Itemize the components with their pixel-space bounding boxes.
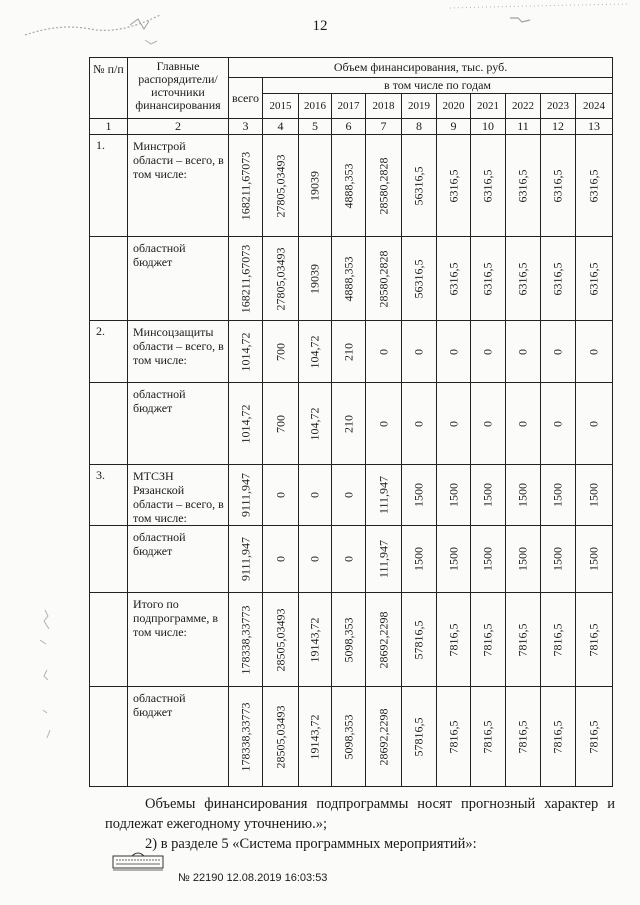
row-year-value: 57816,5 [411, 717, 426, 756]
column-number: 10 [471, 119, 506, 135]
row-year-value: 28505,03493 [273, 608, 287, 671]
row-year-value: 700 [273, 342, 287, 361]
row-year-value: 0 [376, 420, 390, 427]
row-number: 3. [90, 465, 128, 526]
row-year-value: 210 [341, 342, 355, 361]
column-number: 11 [506, 119, 541, 135]
row-year-value: 1500 [446, 547, 460, 571]
row-name: областной бюджет [128, 237, 229, 321]
row-year-value: 4888,353 [341, 256, 355, 301]
row-year-value: 7816,5 [515, 720, 530, 753]
row-year-value: 1500 [446, 483, 460, 507]
row-year-value: 1500 [411, 483, 426, 507]
row-year-value: 0 [376, 348, 390, 355]
row-year-value: 19143,72 [307, 617, 322, 662]
row-year-value: 28580,2828 [376, 250, 390, 307]
row-total: 178338,33773 [238, 605, 252, 674]
header-year: 2021 [471, 94, 506, 119]
header-volume: Объем финансирования, тыс. руб. [229, 58, 613, 78]
row-number [90, 593, 128, 687]
header-by-years: в том числе по годам [263, 78, 613, 94]
row-year-value: 5098,353 [341, 714, 355, 759]
row-year-value: 0 [515, 420, 530, 427]
row-year-value: 104,72 [307, 335, 322, 368]
header-year: 2023 [541, 94, 576, 119]
row-year-value: 28692,2298 [376, 708, 390, 765]
header-year: 2016 [299, 94, 332, 119]
row-year-value: 1500 [515, 547, 530, 571]
table-row [90, 383, 613, 465]
row-year-value: 0 [515, 348, 530, 355]
row-total: 9111,947 [238, 472, 252, 518]
row-year-value: 0 [273, 492, 287, 498]
row-name: областной бюджет [128, 383, 229, 465]
row-total: 1014,72 [238, 332, 252, 371]
row-year-value: 27805,03493 [273, 154, 287, 217]
header-year: 2017 [332, 94, 366, 119]
row-year-value: 1500 [480, 547, 495, 571]
row-year-value: 28505,03493 [273, 705, 287, 768]
row-year-value: 0 [411, 348, 426, 355]
column-number: 3 [229, 119, 263, 135]
row-year-value: 0 [550, 420, 565, 427]
scan-noise-left-margin [25, 600, 65, 750]
row-year-value: 7816,5 [586, 623, 601, 656]
row-year-value: 0 [446, 348, 460, 355]
row-name: областной бюджет [128, 526, 229, 593]
row-year-value: 0 [550, 348, 565, 355]
row-year-value: 56316,5 [411, 166, 426, 205]
header-year: 2019 [402, 94, 437, 119]
row-year-value: 6316,5 [550, 262, 565, 295]
header-year: 2018 [366, 94, 402, 119]
row-year-value: 0 [586, 420, 601, 427]
row-year-value: 7816,5 [446, 720, 460, 753]
row-year-value: 700 [273, 414, 287, 433]
row-year-value: 0 [341, 556, 355, 562]
row-number [90, 687, 128, 787]
header-year: 2015 [263, 94, 299, 119]
row-year-value: 7816,5 [586, 720, 601, 753]
column-number: 12 [541, 119, 576, 135]
footer-item: 2) в разделе 5 «Система программных мероприятий»: [145, 836, 477, 852]
row-total: 168211,67073 [238, 151, 252, 220]
row-year-value: 0 [586, 348, 601, 355]
row-year-value: 1500 [586, 483, 601, 507]
row-year-value: 6316,5 [515, 169, 530, 202]
row-year-value: 7816,5 [480, 623, 495, 656]
row-number [90, 237, 128, 321]
row-year-value: 1500 [411, 547, 426, 571]
row-number: 2. [90, 321, 128, 383]
header-total: всего [229, 78, 263, 119]
row-total: 9111,947 [238, 536, 252, 582]
row-year-value: 7816,5 [446, 623, 460, 656]
row-year-value: 104,72 [307, 407, 322, 440]
row-year-value: 0 [480, 348, 495, 355]
print-stamp-icon [112, 850, 164, 872]
row-name: областной бюджет [128, 687, 229, 787]
financing-table [89, 57, 613, 787]
table-row [90, 687, 613, 787]
row-year-value: 1500 [480, 483, 495, 507]
row-year-value: 6316,5 [550, 169, 565, 202]
row-year-value: 0 [446, 420, 460, 427]
row-year-value: 210 [341, 414, 355, 433]
column-number: 13 [576, 119, 613, 135]
table-row [90, 593, 613, 687]
column-number: 4 [263, 119, 299, 135]
row-number [90, 526, 128, 593]
row-year-value: 1500 [550, 483, 565, 507]
table-row [90, 465, 613, 526]
row-year-value: 19039 [307, 170, 322, 201]
row-year-value: 7816,5 [550, 623, 565, 656]
column-number: 8 [402, 119, 437, 135]
row-number: 1. [90, 135, 128, 237]
row-year-value: 6316,5 [515, 262, 530, 295]
table-row [90, 526, 613, 593]
header-no: № п/п [90, 58, 128, 119]
row-year-value: 0 [480, 420, 495, 427]
table-row [90, 135, 613, 237]
column-number: 1 [90, 119, 128, 135]
row-name: Итого по подпрограмме, в том числе: [128, 593, 229, 687]
row-year-value: 0 [341, 492, 355, 498]
row-year-value: 57816,5 [411, 620, 426, 659]
row-year-value: 0 [307, 556, 322, 562]
row-year-value: 0 [273, 556, 287, 562]
column-number: 9 [437, 119, 471, 135]
row-year-value: 56316,5 [411, 259, 426, 298]
header-year: 2020 [437, 94, 471, 119]
column-number: 6 [332, 119, 366, 135]
footer-paragraph: Объемы финансирования подпрограммы носят прогнозный характер и подлежат ежегодному уточнению.»; [105, 796, 615, 832]
row-year-value: 6316,5 [480, 262, 495, 295]
row-year-value: 7816,5 [480, 720, 495, 753]
row-year-value: 6316,5 [586, 169, 601, 202]
column-number: 5 [299, 119, 332, 135]
row-year-value: 19143,72 [307, 714, 322, 759]
row-year-value: 7816,5 [550, 720, 565, 753]
column-number: 2 [128, 119, 229, 135]
row-name: Минсоцзащиты области – всего, в том числе: [128, 321, 229, 383]
row-year-value: 6316,5 [446, 262, 460, 295]
page-number: 12 [312, 18, 328, 34]
row-year-value: 7816,5 [515, 623, 530, 656]
row-year-value: 28692,2298 [376, 611, 390, 668]
row-name: Минстрой области – всего, в том числе: [128, 135, 229, 237]
header-name: Главные распорядители/ источники финансирования [128, 58, 229, 119]
row-year-value: 19039 [307, 263, 322, 294]
row-year-value: 6316,5 [480, 169, 495, 202]
row-number [90, 383, 128, 465]
table-row [90, 321, 613, 383]
row-name: МТСЗН Рязанской области – всего, в том числе: [128, 465, 229, 526]
table-row [90, 237, 613, 321]
row-year-value: 1500 [550, 547, 565, 571]
row-year-value: 1500 [515, 483, 530, 507]
row-year-value: 28580,2828 [376, 157, 390, 214]
row-year-value: 0 [411, 420, 426, 427]
row-year-value: 5098,353 [341, 617, 355, 662]
row-total: 1014,72 [238, 404, 252, 443]
row-year-value: 27805,03493 [273, 247, 287, 310]
row-total: 178338,33773 [238, 702, 252, 771]
row-total: 168211,67073 [238, 244, 252, 313]
registration-line: № 22190 12.08.2019 16:03:53 [178, 872, 328, 884]
column-number: 7 [366, 119, 402, 135]
header-year: 2022 [506, 94, 541, 119]
row-year-value: 111,947 [376, 475, 390, 515]
row-year-value: 6316,5 [446, 169, 460, 202]
header-year: 2024 [576, 94, 613, 119]
row-year-value: 1500 [586, 547, 601, 571]
row-year-value: 0 [307, 492, 322, 498]
row-year-value: 111,947 [376, 539, 390, 579]
row-year-value: 4888,353 [341, 163, 355, 208]
row-year-value: 6316,5 [586, 262, 601, 295]
